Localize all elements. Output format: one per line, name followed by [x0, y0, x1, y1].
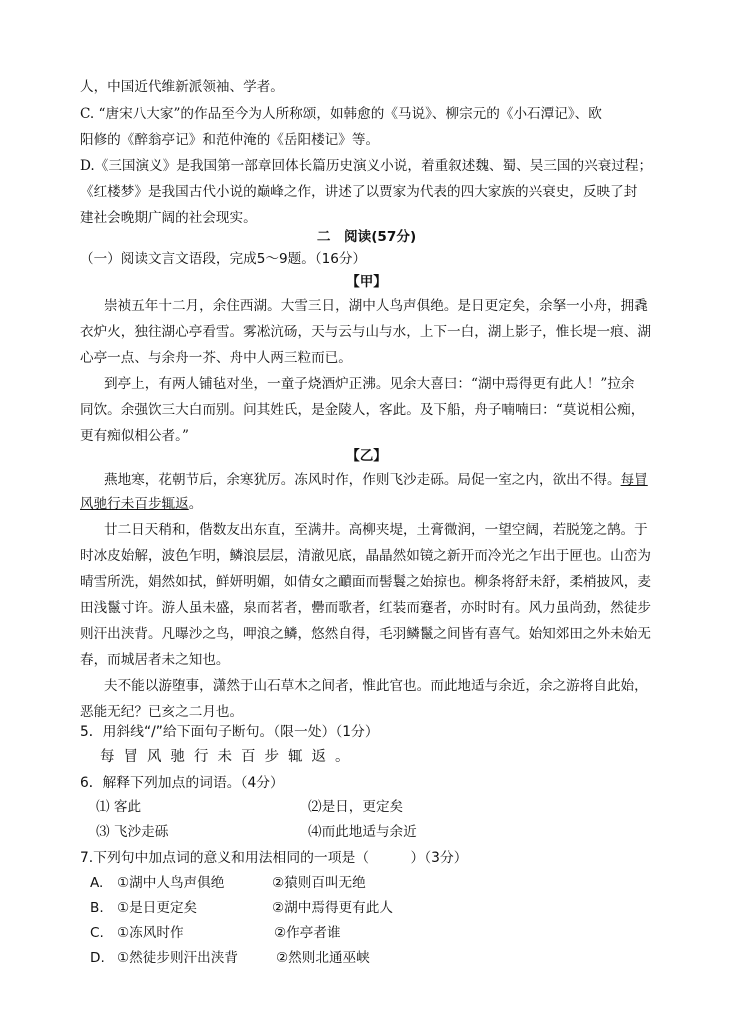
- question-6-item: ⑷而此地适与余近: [308, 824, 417, 840]
- question-7-option-letter: D.: [90, 950, 105, 966]
- question-7-title: 7.下列句中加点词的意义和用法相同的一项是（ ）（3分）: [80, 850, 468, 866]
- option-c-line-2: 阳修的《醉翁亭记》和范仲淹的《岳阳楼记》等。: [80, 132, 380, 148]
- question-7-option-a: ①湖中人鸟声俱绝: [117, 875, 225, 891]
- passage-yi-line: 则汗出浃背。凡曝沙之鸟，呷浪之鳞，悠然自得，毛羽鳞鬣之间皆有喜气。始知郊田之外未始无: [80, 626, 651, 642]
- passage-yi-line: 廿二日天稍和，偕数友出东直，至满井。高柳夹堤，土膏微润，一望空阔，若脱笼之鹄。于: [104, 522, 648, 538]
- underlined-sentence-part: 风驰行未百步辄返: [80, 496, 189, 512]
- passage-yi-line: 晴雪所洗，娟然如拭，鲜妍明媚，如倩女之靧面而髻鬟之始掠也。柳条将舒未舒，柔梢披风，麦: [80, 574, 651, 590]
- passage-yi-text: 。: [188, 496, 203, 512]
- underlined-sentence-part: 每冒: [620, 472, 648, 488]
- question-7-option-b: ②猿则百叫无绝: [272, 875, 366, 891]
- question-5-sentence: 每冒风驰行未百步辄返。: [100, 749, 359, 765]
- passage-jia-line: 到亭上，有两人铺毡对坐，一童子烧酒炉正沸。见余大喜曰：“湖中焉得更有此人！”拉余: [104, 376, 635, 392]
- passage-yi-line: 夫不能以游堕事，潇然于山石草木之间者，惟此官也。而此地适与余近，余之游将自此始，: [104, 678, 648, 694]
- passage-jia-heading: 【甲】: [346, 274, 387, 290]
- text-line: 人，中国近代维新派领袖、学者。: [80, 79, 284, 95]
- question-6-title: 6．解释下列加点的词语。（4分）: [80, 775, 284, 791]
- passage-yi-line: 恶能无纪？已亥之二月也。: [80, 704, 244, 720]
- passage-jia-line: 更有痴似相公者。”: [80, 428, 189, 444]
- question-7-option-letter: A.: [90, 875, 104, 891]
- passage-jia-line: 衣炉火，独往湖心亭看雪。雾凇沆砀，天与云与山与水，上下一白，湖上影子，惟长堤一痕、湖: [80, 324, 651, 340]
- question-7-option-b: ②然则北通巫峡: [276, 950, 370, 966]
- question-5-title: 5．用斜线“/”给下面句子断句。（限一处）（1分）: [80, 724, 379, 740]
- question-6-item: ⑴ 客此: [96, 799, 142, 815]
- passage-yi-line: [104, 470, 670, 490]
- question-7-option-letter: B.: [90, 900, 104, 916]
- question-7-option-a: ①冻风时作: [117, 925, 184, 941]
- option-d-line-3: 建社会晚期广阔的社会现实。: [80, 210, 257, 226]
- section-heading: 二 阅读(57分): [316, 229, 417, 245]
- passage-yi-line: 田浅鬣寸许。游人虽未盛，泉而茗者，罍而歌者，红装而蹇者，亦时时有。风力虽尚劲，然徒步: [80, 600, 651, 616]
- question-6-item: ⑶ 飞沙走砾: [96, 824, 169, 840]
- passage-jia-line: 同饮。余强饮三大白而别。问其姓氏，是金陵人，客此。及下船，舟子喃喃曰：“莫说相公痴，: [80, 402, 645, 418]
- passage-yi-line: [80, 494, 670, 514]
- question-7-option-a: ①是日更定矣: [117, 900, 198, 916]
- question-7-option-a: ①然徒步则汗出浃背: [117, 950, 238, 966]
- question-7-option-b: ②作亭者谁: [274, 925, 341, 941]
- subsection-heading: （一）阅读文言文语段，完成5～9题。（16分）: [80, 251, 367, 267]
- question-6-item: ⑵是日，更定矣: [308, 799, 404, 815]
- passage-yi-heading: 【乙】: [346, 448, 387, 464]
- passage-yi-line: 春，而城居者未之知也。: [80, 652, 230, 668]
- option-c-line-1: C. “唐宋八大家”的作品至今为人所称颂，如韩愈的《马说》、柳宗元的《小石潭记》、欧: [80, 106, 602, 122]
- option-d-line-2: 《红楼梦》是我国古代小说的巅峰之作，讲述了以贾家为代表的四大家族的兴衰史，反映了封: [80, 184, 638, 200]
- passage-jia-line: 崇祯五年十二月，余住西湖。大雪三日，湖中人鸟声俱绝。是日更定矣，余拏一小舟，拥毳: [104, 298, 648, 314]
- passage-yi-line: 时冰皮始解，波色乍明，鳞浪层层，清澈见底，晶晶然如镜之新开而冷光之乍出于匣也。山峦为: [80, 548, 651, 564]
- passage-yi-text: 燕地寒，花朝节后，余寒犹厉。冻风时作，作则飞沙走砾。局促一室之内，欲出不得。: [104, 472, 621, 488]
- option-d-line-1: D.《三国演义》是我国第一部章回体长篇历史演义小说，着重叙述魏、蜀、吴三国的兴衰过程；: [80, 158, 653, 174]
- passage-jia-line: 心亭一点、与余舟一芥、舟中人两三粒而已。: [80, 350, 352, 366]
- question-7-option-b: ②湖中焉得更有此人: [272, 900, 393, 916]
- question-7-option-letter: C.: [90, 925, 104, 941]
